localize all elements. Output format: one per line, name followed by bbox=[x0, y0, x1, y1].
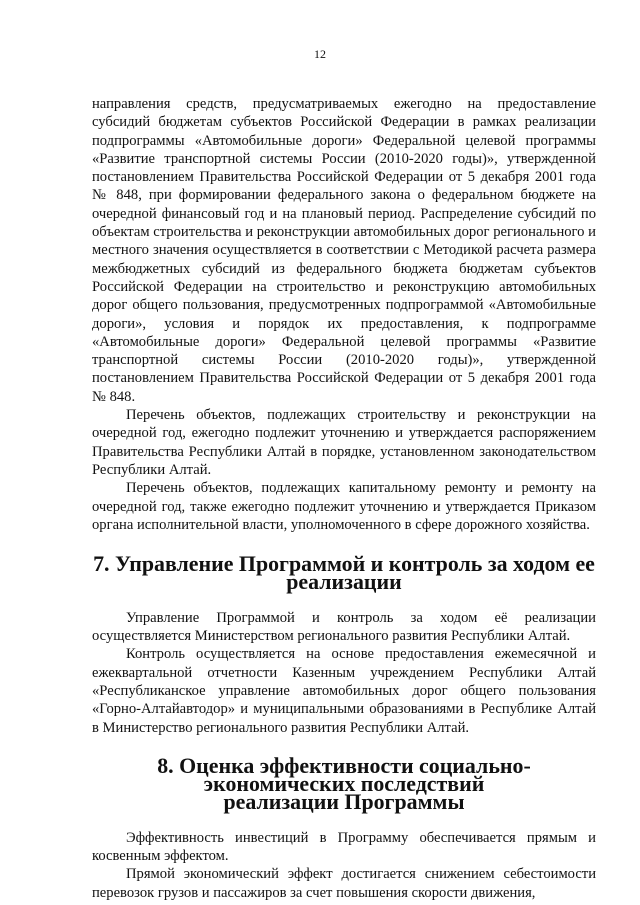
paragraph-construction-list: Перечень объектов, подлежащих строительству и реконструкции на очередной год, ежегодно подлежит уточнению и утверждается распоряжением Правительства Республики Алтай в порядке, установленном законодательством Республики Алтай. bbox=[92, 407, 596, 478]
section-heading-efficiency-assessment bbox=[92, 752, 596, 815]
paragraph-repair-list: Перечень объектов, подлежащих капитальному ремонту и ремонту на очередной год, также ежегодно подлежит уточнению и утверждается Приказом органа исполнительной власти, уполномоченного в сфере дорожного хозяйства. bbox=[92, 480, 596, 533]
page-content bbox=[92, 95, 596, 902]
paragraph-continuation: направления средств, предусматриваемых ежегодно на предоставление субсидий бюджетам субъектов Российской Федерации в рамках реализации подпрограммы «Автомобильные дороги» Федеральной целевой программы «Развитие транспортной системы России (2010-2020 годы)», утвержденной постановлением Правительства Российской Федерации от 5 декабря 2001 года № 848, при формировании федерального закона о федеральном бюджете на очередной финансовый год и на плановый период. Распределение субсидий по объектам строительства и реконструкции автомобильных дорог регионального и местного значения осуществляется в соответствии с Методикой расчета размера межбюджетных субсидий из федерального бюджета бюджетам субъектов Российской Федерации на строительство и реконструкцию автомобильных дорог общего пользования, предусмотренных подпрограммой «Автомобильные дороги», условия и порядок их предоставления, к подпрограмме «Автомобильные дороги» Федеральной целевой программы «Развитие транспортной системы России (2010-2020 годы)», утвержденной постановлением Правительства Российской Федерации от 5 декабря 2001 года № 848. bbox=[92, 96, 596, 405]
paragraph-direct-effect: Прямой экономический эффект достигается снижением себестоимости перевозок грузов и пассажиров за счет повышения скорости движения, bbox=[92, 866, 596, 901]
section-heading-line-1: 8. Оценка эффективности социально-экономических последствий bbox=[157, 752, 531, 797]
section-heading-line-2: реализации Программы bbox=[223, 789, 465, 815]
section-heading-program-management: 7. Управление Программой и контроль за ходом ее реализации bbox=[93, 551, 595, 595]
paragraph-investment-efficiency: Эффективность инвестиций в Программу обеспечивается прямым и косвенным эффектом. bbox=[92, 829, 596, 864]
paragraph-control-reporting: Контроль осуществляется на основе предоставления ежемесячной и ежеквартальной отчетности Казенным учреждением Республики Алтай «Республиканское управление автомобильных дорог общего пользования «Горно-Алтайавтодор» и муниципальными образованиями в Республике Алтай в Министерство регионального развития Республики Алтай. bbox=[92, 646, 596, 736]
paragraph-program-management: Управление Программой и контроль за ходом её реализации осуществляется Министерством регионального развития Республики Алтай. bbox=[92, 609, 596, 645]
page-number: 12 bbox=[314, 47, 326, 61]
